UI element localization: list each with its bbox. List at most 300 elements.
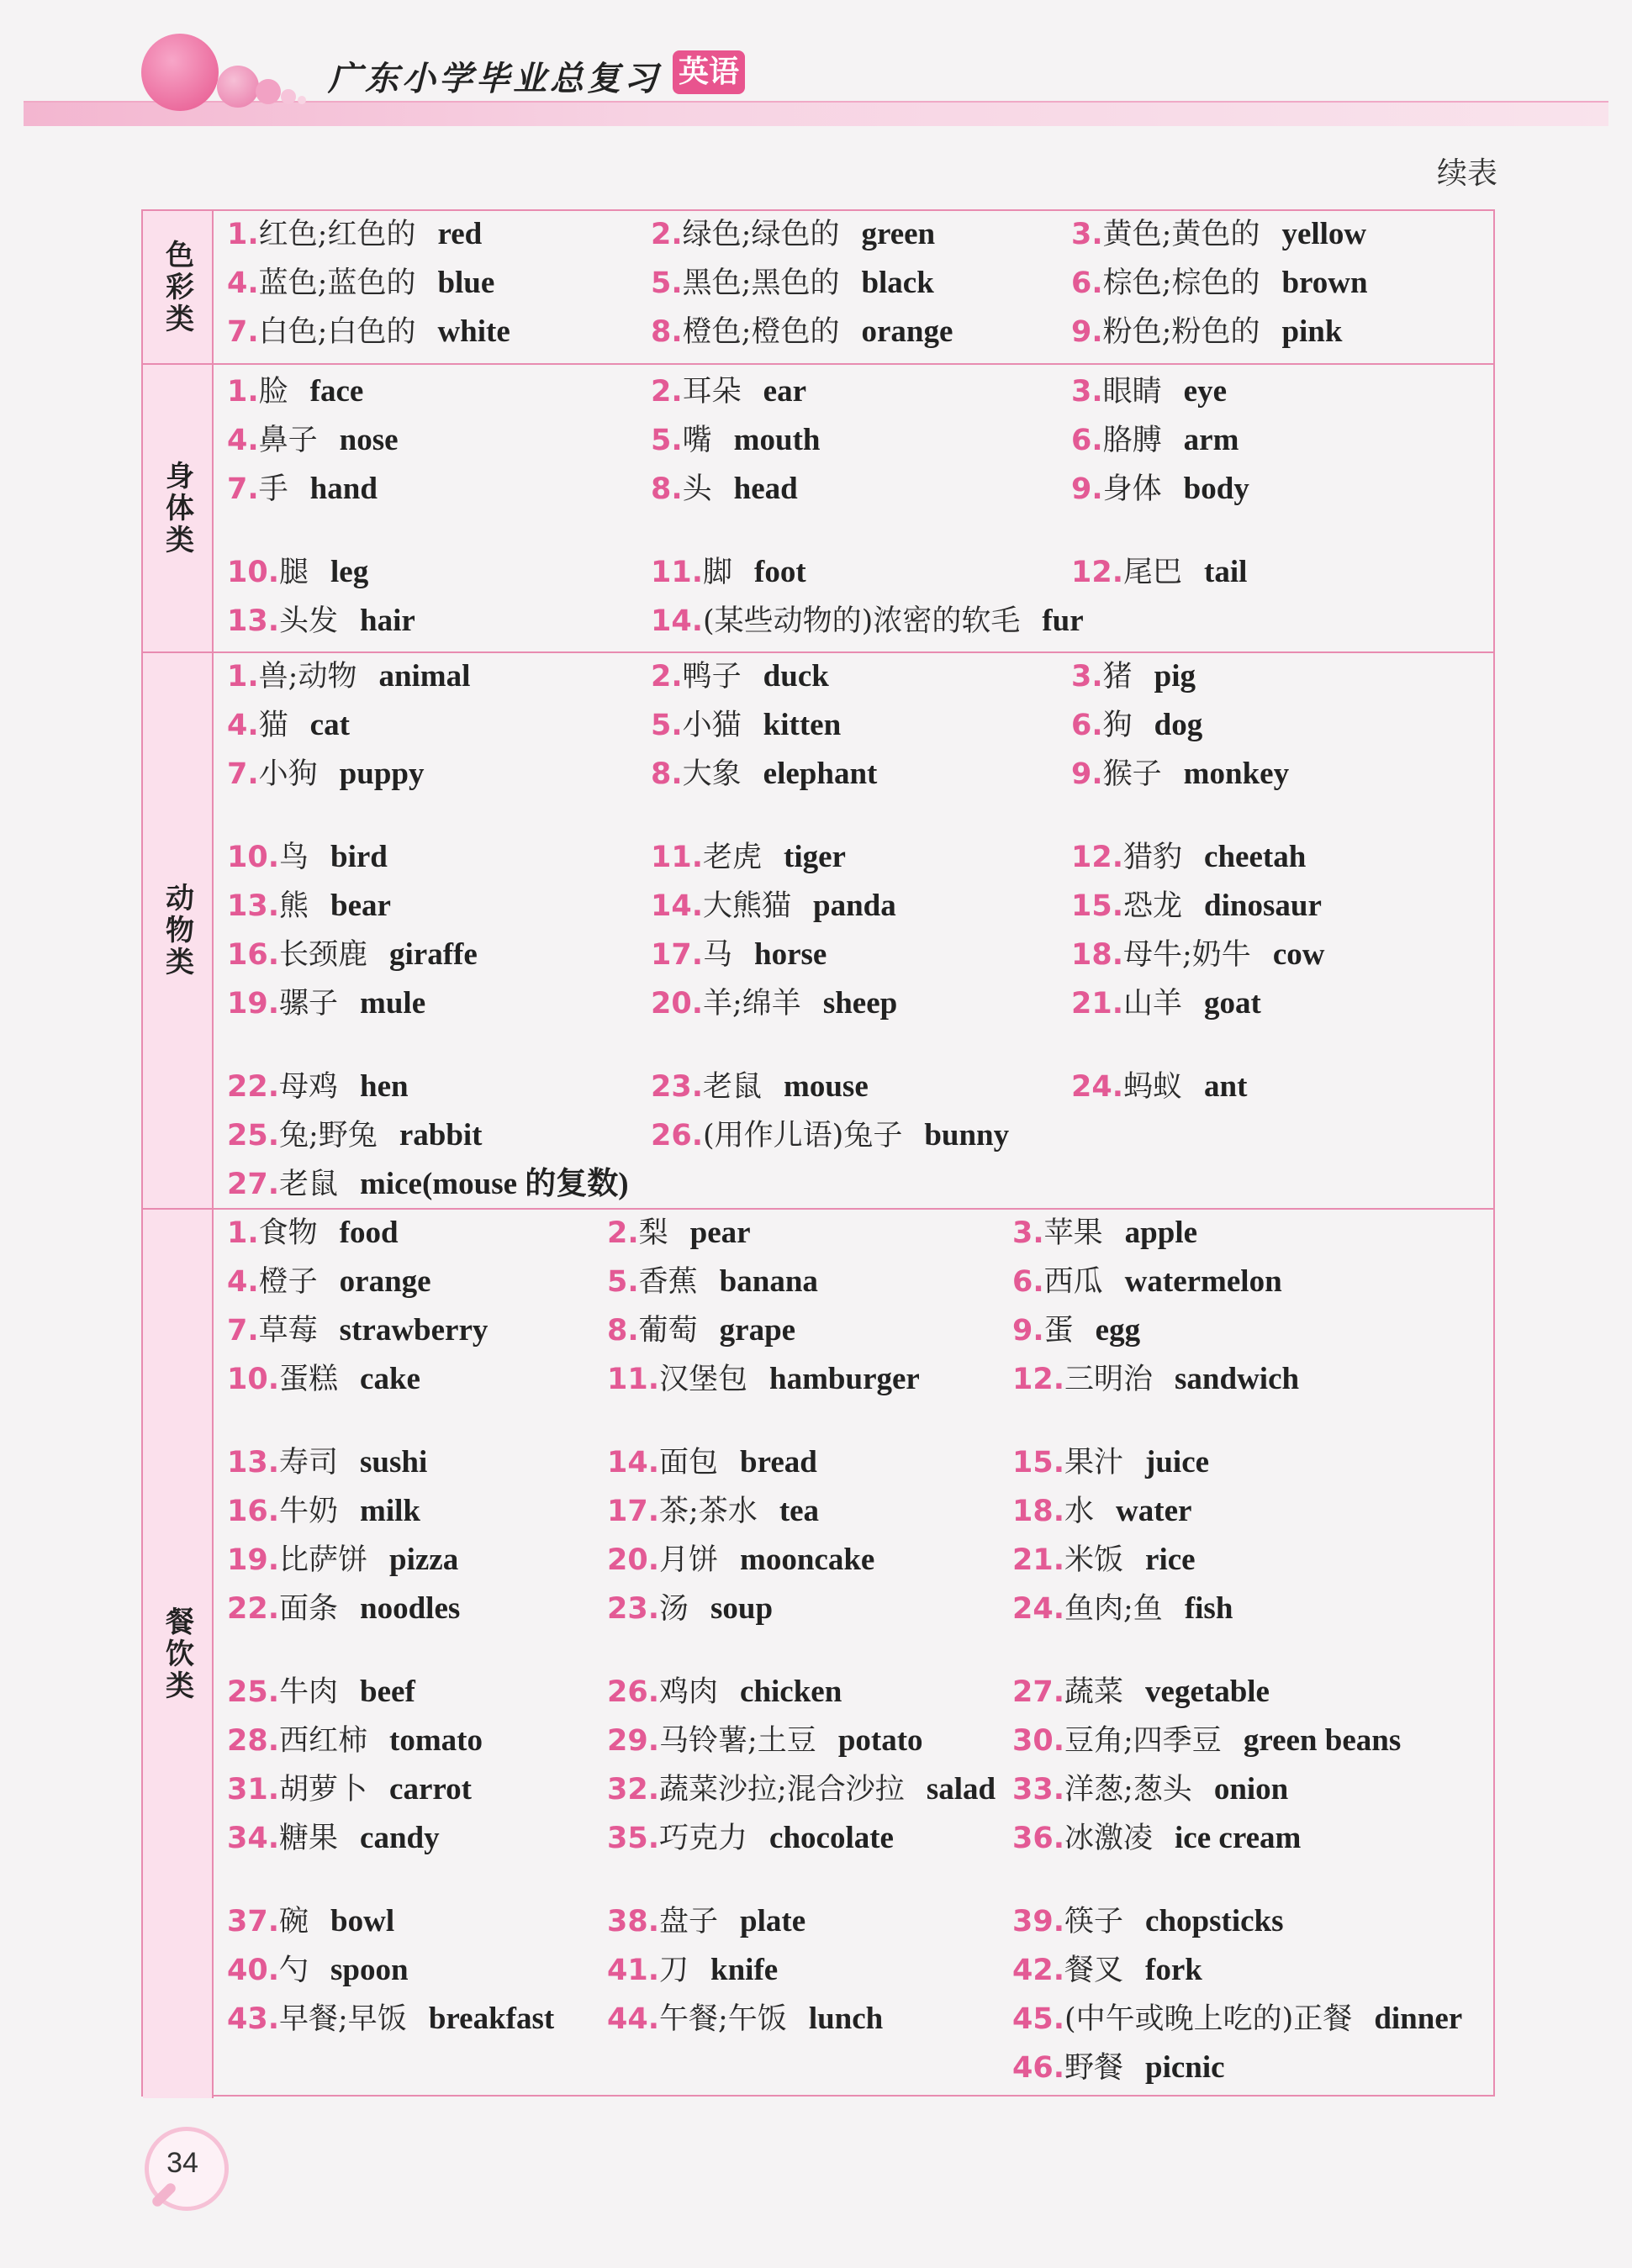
category-text: 色彩类 — [160, 239, 194, 335]
chinese-meaning: 熊 — [279, 889, 309, 923]
english-word: brown — [1281, 266, 1368, 300]
chinese-meaning: 蔬菜 — [1064, 1675, 1124, 1709]
vocab-entry — [227, 841, 388, 873]
category-text: 动物类 — [160, 883, 194, 978]
decorative-circle — [281, 89, 296, 104]
chinese-meaning: 山羊 — [1123, 987, 1183, 1021]
entry-number: 4. — [227, 266, 259, 300]
entry-number: 14. — [651, 604, 704, 638]
english-word: ear — [763, 374, 807, 409]
vocab-entry — [227, 1906, 394, 1937]
english-word: giraffe — [389, 937, 478, 972]
entry-number: 15. — [1071, 889, 1124, 923]
entry-number: 11. — [607, 1363, 660, 1396]
chinese-meaning: 身体 — [1102, 472, 1162, 506]
entry-number: 27. — [1012, 1675, 1065, 1709]
vocab-entry — [227, 1822, 440, 1854]
chinese-meaning: 梨 — [638, 1216, 668, 1250]
vocab-entry — [651, 841, 846, 873]
vocab-entry — [227, 1120, 483, 1151]
english-word: water — [1116, 1494, 1192, 1528]
chinese-meaning: 橙子 — [258, 1265, 318, 1299]
chinese-meaning: 黑色;黑色的 — [682, 266, 840, 300]
chinese-meaning: 葡萄 — [638, 1314, 698, 1348]
vocab-entry — [1071, 376, 1227, 407]
vocab-entry — [607, 1544, 874, 1575]
vocab-entry — [1071, 1071, 1247, 1102]
entry-number: 10. — [227, 556, 280, 589]
chinese-meaning: 老鼠 — [703, 1070, 763, 1104]
vocab-entry — [227, 709, 350, 741]
entry-number: 14. — [651, 889, 704, 923]
english-word: knife — [710, 1953, 779, 1987]
english-word: apple — [1124, 1216, 1198, 1250]
vocab-entry — [1012, 1266, 1282, 1297]
english-word: hamburger — [769, 1362, 920, 1396]
entry-number: 12. — [1071, 556, 1124, 589]
vocab-entry — [651, 316, 953, 347]
vocab-entry — [227, 1495, 420, 1527]
chinese-meaning: 牛奶 — [279, 1495, 339, 1528]
vocab-entry — [651, 376, 806, 407]
chinese-meaning: 面包 — [659, 1446, 719, 1479]
english-word: arm — [1183, 423, 1239, 457]
vocab-entry — [1012, 1822, 1301, 1854]
entry-number: 12. — [1012, 1363, 1065, 1396]
entry-number: 7. — [227, 315, 259, 349]
vocab-entry — [651, 556, 806, 588]
english-word: leg — [330, 555, 369, 589]
entry-number: 3. — [1012, 1216, 1044, 1250]
vocab-entry — [227, 1725, 483, 1756]
entry-number: 38. — [607, 1905, 660, 1938]
chinese-meaning: 狗 — [1102, 709, 1133, 742]
chinese-meaning: 粉色;粉色的 — [1102, 315, 1260, 349]
english-word: grape — [719, 1313, 796, 1348]
entry-number: 37. — [227, 1905, 280, 1938]
chinese-meaning: 鸭子 — [682, 660, 742, 694]
entry-number: 23. — [607, 1592, 660, 1626]
english-word: food — [339, 1216, 399, 1250]
chinese-meaning: 马 — [703, 938, 733, 972]
entry-number: 2. — [651, 218, 683, 251]
chinese-meaning: 水 — [1064, 1495, 1095, 1528]
vocab-entry — [1071, 988, 1261, 1019]
entry-number: 1. — [227, 218, 259, 251]
english-word: monkey — [1183, 757, 1290, 791]
entry-number: 3. — [1071, 218, 1103, 251]
english-word: cat — [309, 708, 350, 742]
vocab-entry — [1071, 841, 1306, 873]
chinese-meaning: 茶;茶水 — [659, 1495, 758, 1528]
chinese-meaning: 面条 — [279, 1592, 339, 1626]
vocab-entry — [607, 1593, 773, 1624]
english-word: blue — [437, 266, 495, 300]
entry-number: 44. — [607, 2002, 660, 2036]
vocab-entry — [227, 267, 494, 298]
vocab-entry — [227, 556, 368, 588]
vocab-entry — [1012, 1495, 1191, 1527]
english-word: hair — [360, 604, 415, 638]
entry-number: 8. — [607, 1314, 639, 1348]
chinese-meaning: 豆角;四季豆 — [1064, 1724, 1222, 1758]
entry-number: 22. — [227, 1070, 280, 1104]
entry-number: 24. — [1012, 1592, 1065, 1626]
chinese-meaning: 蛋糕 — [279, 1363, 339, 1396]
english-word: tiger — [784, 840, 846, 874]
english-word: salad — [926, 1772, 996, 1806]
vocab-entry — [651, 890, 896, 921]
vocab-entry — [1071, 473, 1249, 504]
vocab-entry — [1012, 1906, 1284, 1937]
entry-number: 16. — [227, 1495, 280, 1528]
english-word: dinner — [1374, 2002, 1463, 2036]
chinese-meaning: 嘴 — [682, 424, 712, 457]
chinese-meaning: (某些动物的)浓密的软毛 — [703, 604, 1021, 638]
english-word: beef — [360, 1675, 415, 1709]
chinese-meaning: 蓝色;蓝色的 — [258, 266, 416, 300]
entry-number: 32. — [607, 1773, 660, 1806]
vocab-entry — [227, 890, 391, 921]
chinese-meaning: 鱼肉;鱼 — [1064, 1592, 1163, 1626]
english-word: nose — [339, 423, 399, 457]
category-text: 餐饮类 — [160, 1606, 194, 1702]
vocab-entry — [1071, 556, 1247, 588]
vocab-entry — [227, 939, 478, 970]
vocab-entry — [227, 988, 425, 1019]
vocab-entry — [1012, 1315, 1140, 1346]
chinese-meaning: (用作儿语)兔子 — [703, 1119, 903, 1152]
english-word: orange — [861, 314, 953, 349]
entry-number: 18. — [1012, 1495, 1065, 1528]
english-word: plate — [740, 1904, 806, 1938]
vocab-entry — [607, 1954, 778, 1986]
entry-number: 14. — [607, 1446, 660, 1479]
english-word: foot — [754, 555, 806, 589]
category-text: 身体类 — [160, 460, 194, 556]
chinese-meaning: 恐龙 — [1123, 889, 1183, 923]
entry-number: 39. — [1012, 1905, 1065, 1938]
vocab-entry — [607, 1725, 923, 1756]
vocab-entry — [1071, 661, 1196, 692]
vocab-entry — [1012, 1725, 1401, 1756]
vocab-entry — [227, 1954, 409, 1986]
chinese-meaning: 西瓜 — [1043, 1265, 1103, 1299]
english-word: carrot — [389, 1772, 472, 1806]
english-word: green — [861, 217, 936, 251]
entry-number: 29. — [607, 1724, 660, 1758]
vocab-entry — [651, 939, 827, 970]
chinese-meaning: 头发 — [279, 604, 339, 638]
book-title: 广东小学毕业总复习 — [328, 60, 661, 98]
entry-number: 28. — [227, 1724, 280, 1758]
english-word: tail — [1204, 555, 1248, 589]
vocab-entry — [227, 1593, 460, 1624]
english-word: white — [437, 314, 510, 349]
entry-number: 25. — [227, 1675, 280, 1709]
english-word: bread — [740, 1445, 817, 1479]
vocab-entry — [227, 605, 415, 636]
chinese-meaning: 野餐 — [1064, 2051, 1124, 2085]
english-word: breakfast — [428, 2002, 555, 2036]
chinese-meaning: 兽;动物 — [258, 660, 357, 694]
english-word: juice — [1145, 1445, 1210, 1479]
vocab-entry — [1012, 2052, 1225, 2083]
entry-number: 18. — [1071, 938, 1124, 972]
vocab-entry — [651, 1120, 1009, 1151]
entry-number: 6. — [1071, 424, 1103, 457]
english-word: kitten — [763, 708, 842, 742]
chinese-meaning: 大象 — [682, 757, 742, 791]
vocab-entry — [1012, 1217, 1197, 1248]
english-word: sheep — [822, 986, 898, 1021]
section-row — [143, 1210, 1493, 2098]
vocab-entry — [227, 1315, 488, 1346]
entry-number: 16. — [227, 938, 280, 972]
vocab-entry — [1012, 1676, 1270, 1707]
section-row — [143, 653, 1493, 1210]
vocab-entry — [227, 219, 482, 250]
entry-number: 9. — [1071, 757, 1103, 791]
vocab-entry — [1012, 1954, 1202, 1986]
english-word: goat — [1204, 986, 1261, 1021]
english-word: egg — [1095, 1313, 1141, 1348]
english-word: bear — [330, 889, 391, 923]
chinese-meaning: 头 — [682, 472, 712, 506]
english-word: panda — [813, 889, 896, 923]
entry-number: 6. — [1012, 1265, 1044, 1299]
chinese-meaning: 尾巴 — [1123, 556, 1183, 589]
chinese-meaning: 羊;绵羊 — [703, 987, 801, 1021]
english-word: rice — [1145, 1543, 1196, 1577]
decorative-circle — [217, 66, 259, 108]
entry-number: 36. — [1012, 1822, 1065, 1855]
decorative-circle — [298, 96, 306, 104]
chinese-meaning: 盘子 — [659, 1905, 719, 1938]
entry-number: 9. — [1071, 315, 1103, 349]
entry-number: 42. — [1012, 1954, 1065, 1987]
english-word: dog — [1154, 708, 1203, 742]
chinese-meaning: 碗 — [279, 1905, 309, 1938]
chinese-meaning: 三明治 — [1064, 1363, 1154, 1396]
vocab-entry — [607, 1266, 818, 1297]
vocab-entry — [227, 2003, 554, 2034]
vocab-entry — [1071, 425, 1239, 456]
entry-number: 4. — [227, 1265, 259, 1299]
vocab-entry — [227, 1168, 629, 1200]
entry-number: 24. — [1071, 1070, 1124, 1104]
entry-number: 8. — [651, 472, 683, 506]
entry-number: 6. — [1071, 266, 1103, 300]
chinese-meaning: 果汁 — [1064, 1446, 1124, 1479]
entry-number: 13. — [227, 1446, 280, 1479]
page-number: 34 — [166, 2147, 198, 2179]
chinese-meaning: 月饼 — [659, 1543, 719, 1577]
chinese-meaning: 母鸡 — [279, 1070, 339, 1104]
vocab-entry — [651, 267, 934, 298]
chinese-meaning: 猎豹 — [1123, 841, 1183, 874]
chinese-meaning: 黄色;黄色的 — [1102, 218, 1260, 251]
vocab-entry — [227, 473, 378, 504]
chinese-meaning: 冰激凌 — [1064, 1822, 1154, 1855]
english-word: tea — [779, 1494, 820, 1528]
entry-number: 5. — [651, 424, 683, 457]
vocab-entry — [1071, 890, 1322, 921]
english-word: banana — [719, 1264, 818, 1299]
entry-number: 21. — [1071, 987, 1124, 1021]
entry-number: 35. — [607, 1822, 660, 1855]
english-word: bunny — [924, 1118, 1010, 1152]
entry-number: 2. — [651, 660, 683, 694]
category-label — [143, 653, 214, 1208]
chinese-meaning: 餐叉 — [1064, 1954, 1124, 1987]
entry-number: 3. — [1071, 660, 1103, 694]
chinese-meaning: 西红柿 — [279, 1724, 368, 1758]
entry-number: 11. — [651, 556, 704, 589]
entry-number: 15. — [1012, 1446, 1065, 1479]
english-word: dinosaur — [1204, 889, 1322, 923]
vocab-entry — [1071, 219, 1366, 250]
entry-number: 23. — [651, 1070, 704, 1104]
english-word: pink — [1281, 314, 1343, 349]
chinese-meaning: (中午或晚上吃的)正餐 — [1064, 2002, 1353, 2036]
vocab-entry — [607, 2003, 883, 2034]
chinese-meaning: 食物 — [258, 1216, 318, 1250]
vocab-entry — [651, 709, 841, 741]
english-word: lunch — [808, 2002, 884, 2036]
chinese-meaning: 汤 — [659, 1592, 689, 1626]
chinese-meaning: 腿 — [279, 556, 309, 589]
english-word: face — [309, 374, 364, 409]
english-word: orange — [339, 1264, 431, 1299]
entry-number: 2. — [607, 1216, 639, 1250]
vocab-entry — [1071, 758, 1289, 789]
entry-number: 12. — [1071, 841, 1124, 874]
vocab-entry — [607, 1676, 842, 1707]
entry-number: 31. — [227, 1773, 280, 1806]
vocab-entry — [1012, 1774, 1288, 1805]
chinese-meaning: 寿司 — [279, 1446, 339, 1479]
english-word: rabbit — [399, 1118, 483, 1152]
entry-number: 1. — [227, 1216, 259, 1250]
english-word: red — [437, 217, 483, 251]
entry-number: 26. — [651, 1119, 704, 1152]
continued-label: 续表 — [1436, 156, 1497, 191]
chinese-meaning: 鼻子 — [258, 424, 318, 457]
english-word: yellow — [1281, 217, 1367, 251]
entry-number: 13. — [227, 604, 280, 638]
entry-number: 25. — [227, 1119, 280, 1152]
english-word: milk — [360, 1494, 420, 1528]
vocab-entry — [1012, 1544, 1196, 1575]
entry-number: 1. — [227, 375, 259, 409]
english-word: hen — [360, 1069, 409, 1104]
entry-number: 11. — [651, 841, 704, 874]
vocab-entry — [607, 1447, 817, 1478]
entry-number: 4. — [227, 424, 259, 457]
english-word: bowl — [330, 1904, 395, 1938]
english-word: picnic — [1145, 2050, 1225, 2085]
header-band — [24, 101, 1608, 126]
chinese-meaning: 红色;红色的 — [258, 218, 416, 251]
subject-badge: 英语 — [673, 50, 745, 94]
english-word: eye — [1183, 374, 1228, 409]
vocab-entry — [1071, 939, 1324, 970]
chinese-meaning: 午餐;午饭 — [659, 2002, 787, 2036]
chinese-meaning: 筷子 — [1064, 1905, 1124, 1938]
english-word: onion — [1213, 1772, 1289, 1806]
english-word: tomato — [389, 1723, 483, 1758]
entry-number: 20. — [651, 987, 704, 1021]
entry-number: 34. — [227, 1822, 280, 1855]
entry-number: 7. — [227, 1314, 259, 1348]
entry-number: 5. — [607, 1265, 639, 1299]
chinese-meaning: 蔬菜沙拉;混合沙拉 — [659, 1773, 905, 1806]
vocab-entry — [227, 1266, 431, 1297]
vocab-entry — [607, 1495, 819, 1527]
english-word: fur — [1042, 604, 1084, 638]
english-word: mouth — [733, 423, 821, 457]
chinese-meaning: 大熊猫 — [703, 889, 792, 923]
chinese-meaning: 牛肉 — [279, 1675, 339, 1709]
entry-number: 19. — [227, 1543, 280, 1577]
english-word: elephant — [763, 757, 878, 791]
chinese-meaning: 比萨饼 — [279, 1543, 368, 1577]
chinese-meaning: 鸡肉 — [659, 1675, 719, 1709]
category-label — [143, 1210, 214, 2098]
vocab-entry — [1012, 1363, 1299, 1395]
chinese-meaning: 鸟 — [279, 841, 309, 874]
chinese-meaning: 手 — [258, 472, 288, 506]
english-word: head — [733, 472, 798, 506]
english-word: pig — [1154, 659, 1196, 694]
english-word: body — [1183, 472, 1249, 506]
chinese-meaning: 绿色;绿色的 — [682, 218, 840, 251]
vocab-entry — [1071, 267, 1368, 298]
vocab-entry — [651, 661, 829, 692]
english-word: ant — [1204, 1069, 1248, 1104]
english-word: pizza — [389, 1543, 459, 1577]
vocab-entry — [1071, 316, 1342, 347]
chinese-meaning: 蚂蚁 — [1123, 1070, 1183, 1104]
vocab-entry — [651, 605, 1084, 636]
english-word: ice cream — [1175, 1821, 1302, 1855]
chinese-meaning: 胡萝卜 — [279, 1773, 368, 1806]
vocab-entry — [1012, 1447, 1209, 1478]
english-word: mule — [360, 986, 426, 1021]
english-word: pear — [689, 1216, 751, 1250]
entry-number: 9. — [1012, 1314, 1044, 1348]
section-row — [143, 211, 1493, 365]
english-word: animal — [378, 659, 471, 694]
entry-number: 26. — [607, 1675, 660, 1709]
chinese-meaning: 汉堡包 — [659, 1363, 748, 1396]
vocab-entry — [1071, 709, 1202, 741]
chinese-meaning: 早餐;早饭 — [279, 2002, 407, 2036]
category-label — [143, 365, 214, 651]
entry-number: 30. — [1012, 1724, 1065, 1758]
entry-number: 5. — [651, 266, 683, 300]
vocab-entry — [651, 758, 877, 789]
vocab-entry — [607, 1217, 751, 1248]
vocab-entry — [227, 1447, 427, 1478]
chinese-meaning: 兔;野兔 — [279, 1119, 378, 1152]
chinese-meaning: 母牛;奶牛 — [1123, 938, 1251, 972]
chinese-meaning: 香蕉 — [638, 1265, 698, 1299]
entry-number: 2. — [651, 375, 683, 409]
english-word: chicken — [740, 1675, 842, 1709]
decorative-circle — [141, 34, 219, 111]
